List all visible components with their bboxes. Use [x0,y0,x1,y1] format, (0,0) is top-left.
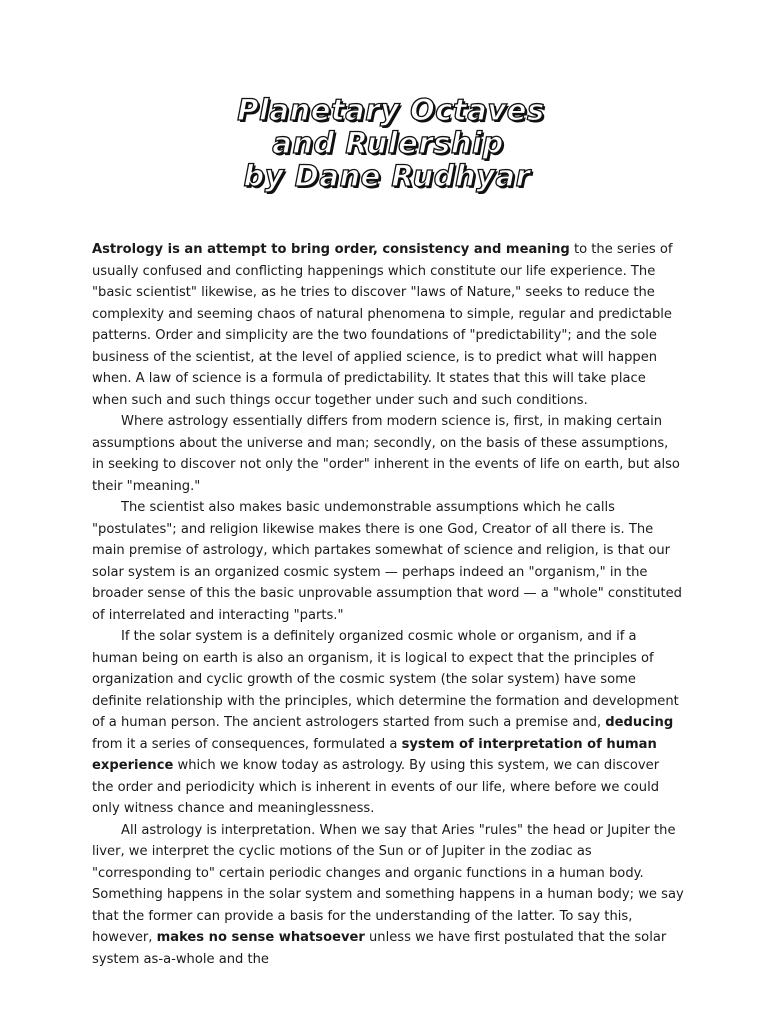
body-paragraph [92,411,684,497]
body-paragraph [92,626,684,820]
paragraph-text: which we know today as astrology. By using this system, we can discover the order and periodicity which is inherent in events of our life, where before we could only witness chance and meaninglessness. [92,758,660,816]
document-title [0,94,768,193]
body-paragraph [92,497,684,626]
paragraph-text: from it a series of consequences, formulated a [92,736,402,752]
paragraph-text: to the series of usually confused and conflicting happenings which constitute our life experience. The "basic scientist" likewise, as he tries to discover "laws of Nature," seeks to reduce the complexity and seeming chaos of natural phenomena to simple, regular and predictable patterns. Order and simplicity are the two foundations of "predictability"; and the sole business of the scientist, at the level of applied science, is to predict what will happen when. A law of science is a formula of predictability. It states that this will take place when such and such things occur together under such and such conditions. [92,242,673,408]
document-body [92,239,684,970]
paragraph-text: The scientist also makes basic undemonstrable assumptions which he calls "postulates"; and religion likewise makes there is one God, Creator of all there is. The main premise of astrology, which partakes somewhat of science and religion, is that our solar system is an organized cosmic system — perhaps indeed an "organism," in the broader sense of this the basic unprovable assumption that word — a "whole" constituted of interrelated and interacting "parts." [92,500,682,623]
title-line-2: and Rulership [272,126,504,160]
title-line-1: Planetary Octaves [237,93,545,127]
body-paragraph [92,239,684,411]
paragraph-text: If the solar system is a definitely organized cosmic whole or organism, and if a human being on earth is also an organism, it is logical to expect that the principles of organization and cyclic growth of the cosmic system (the solar system) have some definite relationship with the principles, which determine the formation and development of a human person. The ancient astrologers started from such a premise and, [92,629,679,730]
paragraph-text: Where astrology essentially differs from modern science is, first, in making certain assumptions about the universe and man; secondly, on the basis of these assumptions, in seeking to discover not only the "order" inherent in the events of life on earth, but also their "meaning." [92,414,680,494]
bold-phrase: Astrology is an attempt to bring order, consistency and meaning [92,242,570,257]
bold-phrase: makes no sense whatsoever [156,930,365,945]
body-paragraph [92,820,684,971]
bold-phrase: system of interpretation of human experience [92,736,657,773]
title-author-line: by Dane Rudhyar [243,159,531,193]
paragraph-text: All astrology is interpretation. When we say that Aries "rules" the head or Jupiter the liver, we interpret the cyclic motions of the Sun or of Jupiter in the zodiac as "corresponding to" certain periodic changes and organic functions in a human body. Something happens in the solar system and something happens in a human body; we say that the former can provide a basis for the understanding of the latter. To say this, however, [92,822,684,945]
bold-phrase: deducing [605,715,674,730]
paragraph-text: unless we have first postulated that the solar system as-a-whole and the [92,930,667,967]
